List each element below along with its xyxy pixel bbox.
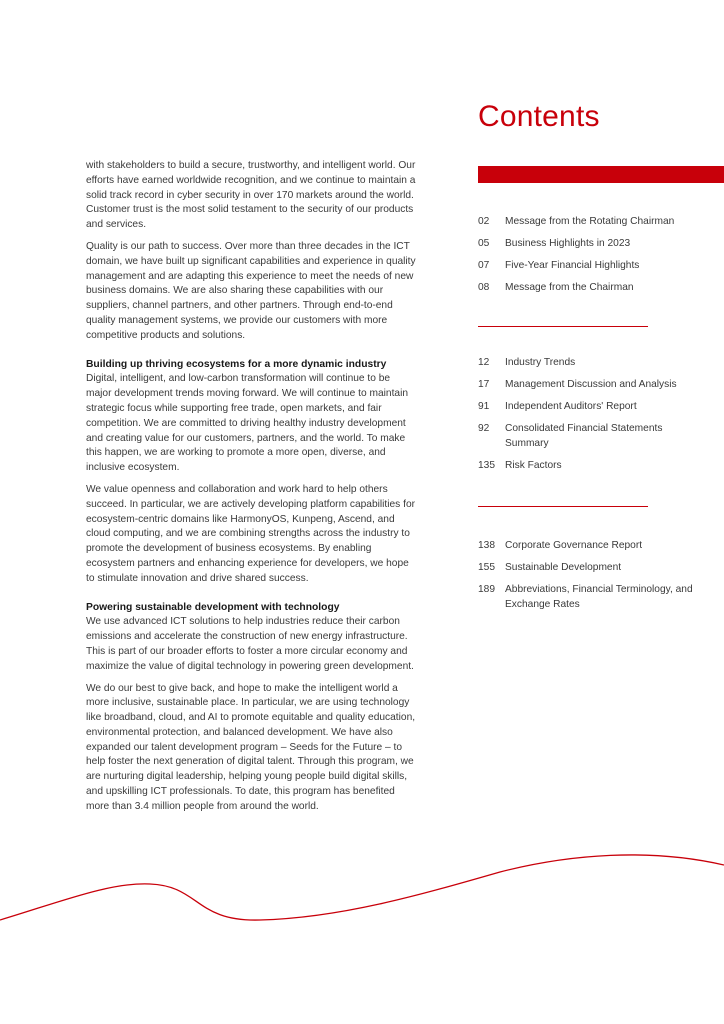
toc-item[interactable] — [478, 280, 708, 295]
body-paragraph: Digital, intelligent, and low-carbon transformation will continue to be major development trends moving forward. We will continue to maintain strategic focus while supporting free trade, open markets, and fair competition. We are committed to driving healthy industry development and creating value for our customers, partners, and the world. To make this happen, we are working to promote a more open, diverse, and inclusive ecosystem. — [86, 373, 409, 474]
toc-entry-label: Message from the Rotating Chairman — [505, 216, 675, 227]
toc-page-number: 92 — [478, 423, 490, 434]
body-text-column — [86, 159, 416, 822]
toc-page-number: 08 — [478, 282, 490, 293]
section-heading-sustainable: Powering sustainable development with technology — [86, 601, 340, 613]
toc-page-number: 12 — [478, 357, 490, 368]
toc-page-number: 02 — [478, 216, 490, 227]
toc-entry-label: Five-Year Financial Highlights — [505, 260, 640, 271]
toc-entry-label: Sustainable Development — [505, 562, 622, 573]
toc-entry-label: Risk Factors — [505, 460, 562, 471]
toc-entry-label: Management Discussion and Analysis — [505, 379, 677, 390]
toc-page-number: 138 — [478, 540, 495, 551]
toc-group-3 — [478, 538, 708, 612]
toc-item[interactable] — [478, 560, 708, 575]
toc-item[interactable] — [478, 377, 708, 392]
body-paragraph: Quality is our path to success. Over more than three decades in the ICT domain, we have built up significant capabilities and experience in quality management and are adapting this experience to meet the needs of new business domains. We are also sharing these capabilities with our suppliers, channel partners, and other partners. Through end-to-end quality management systems, we provide our customers with more competitive products and solutions. — [86, 240, 416, 341]
toc-divider — [478, 326, 648, 327]
section-heading-ecosystems: Building up thriving ecosystems for a more dynamic industry — [86, 358, 387, 370]
body-paragraph: We value openness and collaboration and work hard to help others succeed. In particular, we are actively developing platform capabilities for ecosystem-centric domains like HarmonyOS, Kunpeng, Ascend, and cloud computing, and we are combining strengths across the industry to promote the development of business ecosystems. By enabling ecosystem partners and enhancing experience for developers, we hope to stimulate innovation and drive shared success. — [86, 483, 415, 584]
toc-entry-label: Message from the Chairman — [505, 282, 634, 293]
contents-title: Contents — [478, 100, 600, 133]
toc-page-number: 189 — [478, 584, 495, 595]
toc-page-number: 05 — [478, 238, 490, 249]
contents-accent-bar — [478, 166, 724, 183]
toc-item[interactable] — [478, 355, 708, 370]
toc-item[interactable] — [478, 538, 708, 553]
toc-item[interactable] — [478, 399, 708, 414]
toc-entry-label: Abbreviations, Financial Terminology, and Exchange Rates — [505, 584, 693, 610]
body-paragraph: We do our best to give back, and hope to make the intelligent world a more inclusive, sustainable place. In particular, we are using technology like broadband, cloud, and AI to promote equitable and quality education, environmental protection, and balanced development. We have also expanded our talent development program – Seeds for the Future – to help foster the next generation of digital talent. Through this program, we are nurturing digital leadership, helping young people build digital skills, and upskilling ICT professionals. To date, this program has benefited more than 3.4 million people from around the world. — [86, 682, 416, 812]
toc-item[interactable] — [478, 214, 708, 229]
toc-item[interactable] — [478, 421, 708, 451]
toc-group-1 — [478, 214, 708, 295]
toc-page-number: 91 — [478, 401, 490, 412]
toc-item[interactable] — [478, 258, 708, 273]
body-paragraph: We use advanced ICT solutions to help industries reduce their carbon emissions and accelerate the construction of new energy infrastructure. This is part of our broader efforts to foster a more circular economy and maximize the value of digital technology in powering green development. — [86, 616, 414, 672]
toc-page-number: 135 — [478, 460, 495, 471]
toc-entry-label: Corporate Governance Report — [505, 540, 643, 551]
toc-page-number: 17 — [478, 379, 490, 390]
toc-entry-label: Business Highlights in 2023 — [505, 238, 631, 249]
toc-divider — [478, 506, 648, 507]
toc-entry-label: Industry Trends — [505, 357, 576, 368]
toc-page-number: 155 — [478, 562, 495, 573]
toc-entry-label: Independent Auditors' Report — [505, 401, 637, 412]
body-paragraph: with stakeholders to build a secure, trustworthy, and intelligent world. Our efforts have earned worldwide recognition, and we continue to maintain a solid track record in cyber security in over 170 markets around the world. Customer trust is the most solid testament to the security of our products and services. — [86, 160, 416, 231]
decorative-wave-line — [0, 840, 724, 950]
toc-item[interactable] — [478, 236, 708, 251]
toc-group-2 — [478, 355, 708, 473]
toc-page-number: 07 — [478, 260, 490, 271]
toc-item[interactable] — [478, 458, 708, 473]
toc-entry-label: Consolidated Financial Statements Summary — [505, 423, 663, 449]
toc-item[interactable] — [478, 582, 708, 612]
